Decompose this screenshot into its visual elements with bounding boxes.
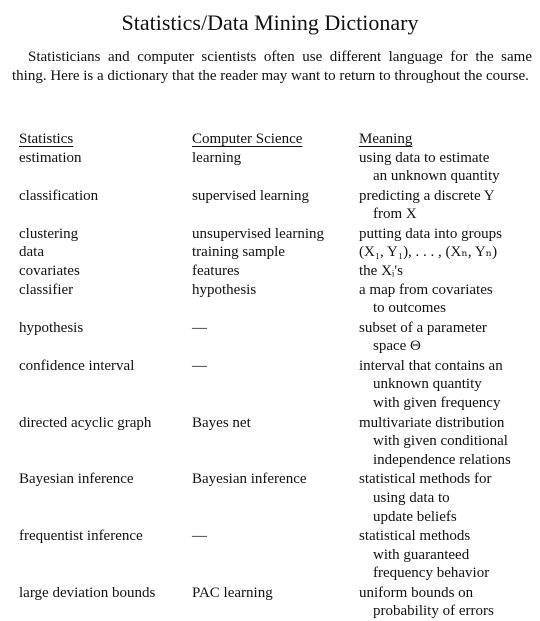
meaning-line: to outcomes [373,300,446,317]
meaning-line: an unknown quantity [373,168,500,185]
cell-computer-science: — [192,357,207,374]
table-row [0,281,540,319]
cell-statistics: large deviation bounds [19,584,156,601]
meaning-line: probability of errors [373,603,494,620]
cell-statistics: Bayesian inference [19,471,134,488]
table-row [0,262,540,281]
table-row [0,470,540,527]
meaning-line: the Xᵢ's [359,263,403,280]
meaning-line: interval that contains an [359,357,503,374]
meaning-line: statistical methods [359,528,471,545]
table-row [0,149,540,187]
cell-meaning [359,414,511,470]
page-title: Statistics/Data Mining Dictionary [121,10,419,35]
meaning-line: subset of a parameter [359,319,487,336]
meaning-line: unknown quantity [373,376,482,393]
meaning-line: a map from covariates [359,281,493,298]
header-computer-science: Computer Science [192,131,303,147]
table-row [0,527,540,584]
cell-statistics: classification [19,187,99,204]
meaning-line: using data to estimate [359,149,490,166]
cell-meaning [359,470,491,526]
cell-statistics: confidence interval [19,357,135,374]
header-meaning: Meaning [359,131,413,147]
meaning-line: putting data into groups [359,225,502,242]
cell-computer-science: — [192,528,207,545]
cell-meaning [359,149,500,186]
table-row [0,243,540,262]
meaning-line: (X₁, Y₁), . . . , (Xₙ, Yₙ) [359,244,498,261]
table-row [0,225,540,244]
cell-computer-science: — [192,319,207,336]
cell-meaning [359,319,487,356]
cell-computer-science: unsupervised learning [192,225,325,242]
cell-statistics: frequentist inference [19,528,143,545]
cell-statistics: covariates [19,263,80,280]
cell-computer-science: features [192,263,240,280]
meaning-line: independence relations [373,451,511,468]
cell-meaning [359,262,403,281]
cell-meaning [359,243,497,262]
cell-computer-science: PAC learning [192,584,273,601]
meaning-line: with given frequency [373,395,501,412]
cell-computer-science: learning [192,149,242,166]
meaning-line: using data to [373,489,450,506]
table-row [0,319,540,357]
header-statistics: Statistics [19,131,74,147]
meaning-line: space Θ [373,338,421,355]
meaning-line: update beliefs [373,508,457,525]
cell-meaning [359,225,502,244]
cell-computer-science: supervised learning [192,187,310,204]
table-row [0,187,540,225]
meaning-line: predicting a discrete Y [359,187,495,204]
dictionary-table [0,130,540,621]
meaning-line: with given conditional [373,433,508,450]
table-row [0,414,540,471]
cell-statistics: classifier [19,281,74,298]
cell-computer-science: Bayes net [192,414,251,431]
intro-paragraph: Statisticians and computer scientists often use different language for the same thing. Here is a dictionary that the reader may want to return to throughout the course. [12,49,532,84]
cell-computer-science: Bayesian inference [192,471,307,488]
cell-meaning [359,281,493,318]
cell-statistics: clustering [19,225,79,242]
table-row [0,584,540,621]
table-row [0,357,540,414]
cell-computer-science: training sample [192,244,285,261]
meaning-line: statistical methods for [359,471,492,488]
meaning-line: uniform bounds on [359,584,474,601]
meaning-line: frequency behavior [373,565,490,582]
cell-meaning [359,527,489,583]
cell-meaning [359,357,503,413]
meaning-line: multivariate distribution [359,414,505,431]
meaning-line: with guaranteed [373,546,470,563]
cell-meaning [359,584,494,621]
meaning-line: from X [373,206,417,223]
table-header-row [0,130,540,149]
cell-computer-science: hypothesis [192,281,257,298]
cell-meaning [359,187,495,224]
cell-statistics: data [19,244,44,261]
cell-statistics: directed acyclic graph [19,414,152,431]
cell-statistics: hypothesis [19,319,84,336]
cell-statistics: estimation [19,149,82,166]
